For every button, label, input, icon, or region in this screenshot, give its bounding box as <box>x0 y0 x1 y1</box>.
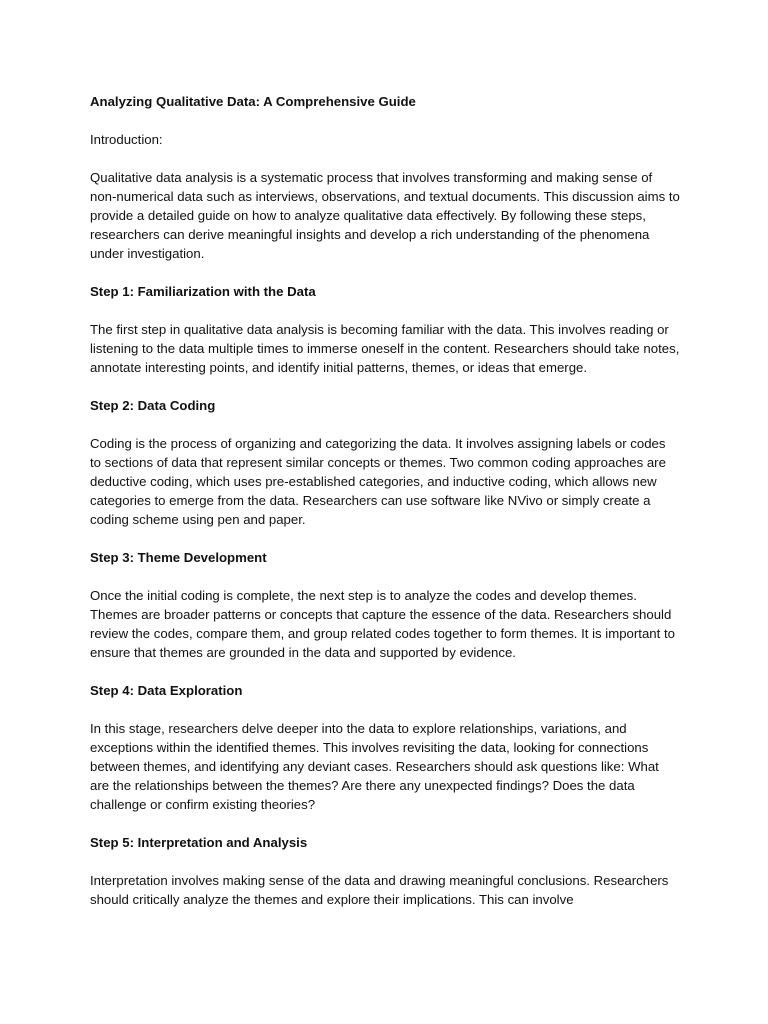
document-title: Analyzing Qualitative Data: A Comprehensive Guide <box>90 94 416 109</box>
step-4-heading: Step 4: Data Exploration <box>90 683 243 698</box>
step-3-paragraph: Once the initial coding is complete, the next step is to analyze the codes and develop themes. Themes are broader patterns or concepts that capture the essence of the data. Researchers should review the codes, compare them, and group related codes together to form themes. It is important to ensure that themes are grounded in the data and supported by evidence. <box>90 588 675 660</box>
step-1-paragraph: The first step in qualitative data analysis is becoming familiar with the data. This involves reading or listening to the data multiple times to immerse oneself in the content. Researchers should take notes, annotate interesting points, and identify initial patterns, themes, or ideas that emerge. <box>90 322 680 375</box>
step-2-paragraph: Coding is the process of organizing and categorizing the data. It involves assigning labels or codes to sections of data that represent similar concepts or themes. Two common coding approaches are deductive coding, which uses pre-established categories, and inductive coding, which allows new categories to emerge from the data. Researchers can use software like NVivo or simply create a coding scheme using pen and paper. <box>90 436 666 527</box>
intro-paragraph: Qualitative data analysis is a systematic process that involves transforming and making sense of non-numerical data such as interviews, observations, and textual documents. This discussion aims to provide a detailed guide on how to analyze qualitative data effectively. By following these steps, researchers can derive meaningful insights and develop a rich understanding of the phenomena under investigation. <box>90 170 680 261</box>
step-1-heading: Step 1: Familiarization with the Data <box>90 284 316 299</box>
step-5-heading: Step 5: Interpretation and Analysis <box>90 835 308 850</box>
intro-heading: Introduction: <box>90 132 163 147</box>
step-2-heading: Step 2: Data Coding <box>90 398 216 413</box>
step-4-paragraph: In this stage, researchers delve deeper into the data to explore relationships, variations, and exceptions within the identified themes. This involves revisiting the data, looking for connections between themes, and identifying any deviant cases. Researchers should ask questions like: What are the relationships between the themes? Are there any unexpected findings? Does the data challenge or confirm existing theories? <box>90 721 659 812</box>
step-3-heading: Step 3: Theme Development <box>90 550 267 565</box>
step-5-paragraph: Interpretation involves making sense of the data and drawing meaningful conclusions. Researchers should critically analyze the themes and explore their implications. This can involve <box>90 873 669 907</box>
document-body <box>90 92 680 928</box>
